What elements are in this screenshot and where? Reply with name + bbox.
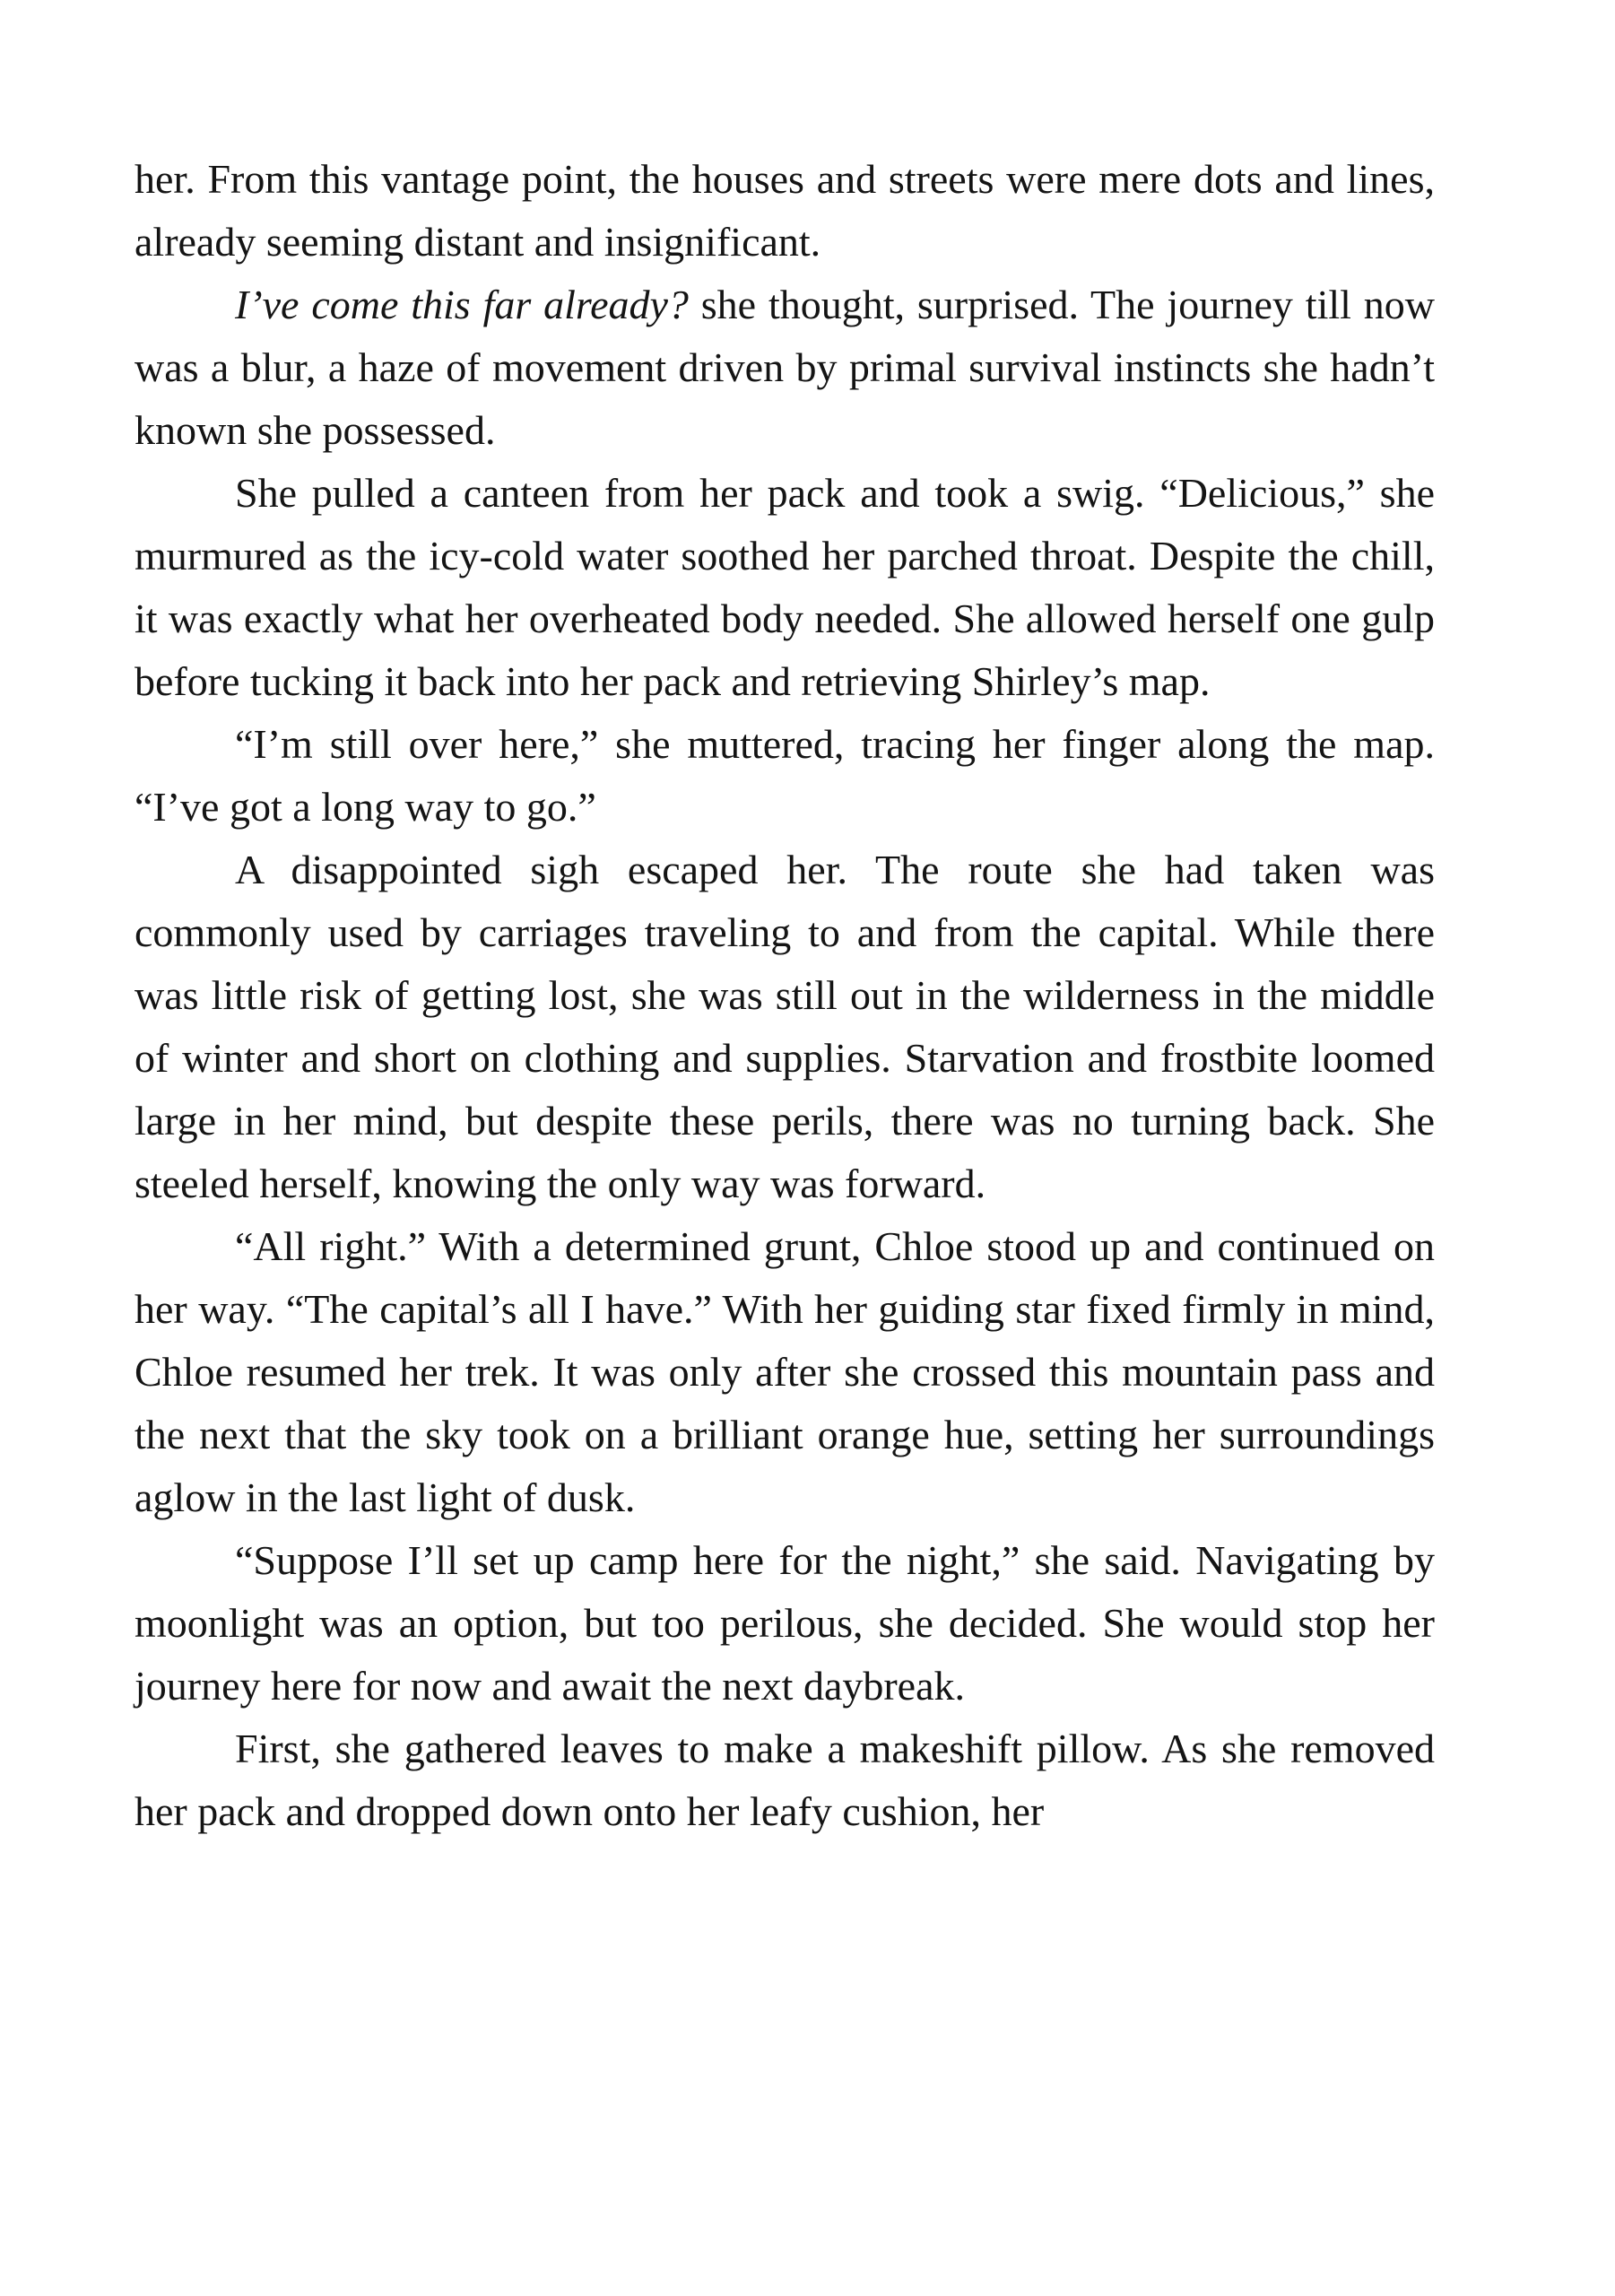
paragraph-4	[135, 713, 1435, 839]
paragraph-5	[135, 839, 1435, 1215]
book-page	[135, 148, 1435, 1843]
paragraph-7	[135, 1529, 1435, 1718]
paragraph-text: “Suppose I’ll set up camp here for the night,” she said. Navigating by moonlight was an option, but too perilous, she decided. She would stop her journey here for now and await the next daybreak.	[135, 1537, 1435, 1709]
paragraph-text: she thought, surprised. The journey till now was a blur, a haze of movement driven by primal survival instincts she hadn’t known she possessed.	[135, 282, 1435, 453]
paragraph-3	[135, 462, 1435, 713]
paragraph-2	[135, 274, 1435, 462]
paragraph-text: She pulled a canteen from her pack and took a swig. “Delicious,” she murmured as the icy-cold water soothed her parched throat. Despite the chill, it was exactly what her overheated body needed. She allowed herself one gulp before tucking it back into her pack and retrieving Shirley’s map.	[135, 470, 1435, 704]
paragraph-6	[135, 1215, 1435, 1529]
paragraph-text: First, she gathered leaves to make a makeshift pillow. As she removed her pack and dropped down onto her leafy cushion, her	[135, 1726, 1435, 1834]
paragraph-text: “All right.” With a determined grunt, Chloe stood up and continued on her way. “The capital’s all I have.” With her guiding star fixed firmly in mind, Chloe resumed her trek. It was only after she crossed this mountain pass and the next that the sky took on a brilliant orange hue, setting her surroundings aglow in the last light of dusk.	[135, 1223, 1435, 1520]
paragraph-8	[135, 1718, 1435, 1843]
paragraph-text: A disappointed sigh escaped her. The route she had taken was commonly used by carriages traveling to and from the capital. While there was little risk of getting lost, she was still out in the wilderness in the middle of winter and short on clothing and supplies. Starvation and frostbite loomed large in her mind, but despite these perils, there was no turning back. She steeled herself, knowing the only way was forward.	[135, 847, 1435, 1206]
paragraph-italic-text: I’ve come this far already?	[235, 282, 689, 327]
paragraph-text: her. From this vantage point, the houses and streets were mere dots and lines, already seeming distant and insignificant.	[135, 156, 1435, 265]
paragraph-text: “I’m still over here,” she muttered, tracing her finger along the map. “I’ve got a long way to go.”	[135, 721, 1435, 830]
paragraph-1	[135, 148, 1435, 274]
